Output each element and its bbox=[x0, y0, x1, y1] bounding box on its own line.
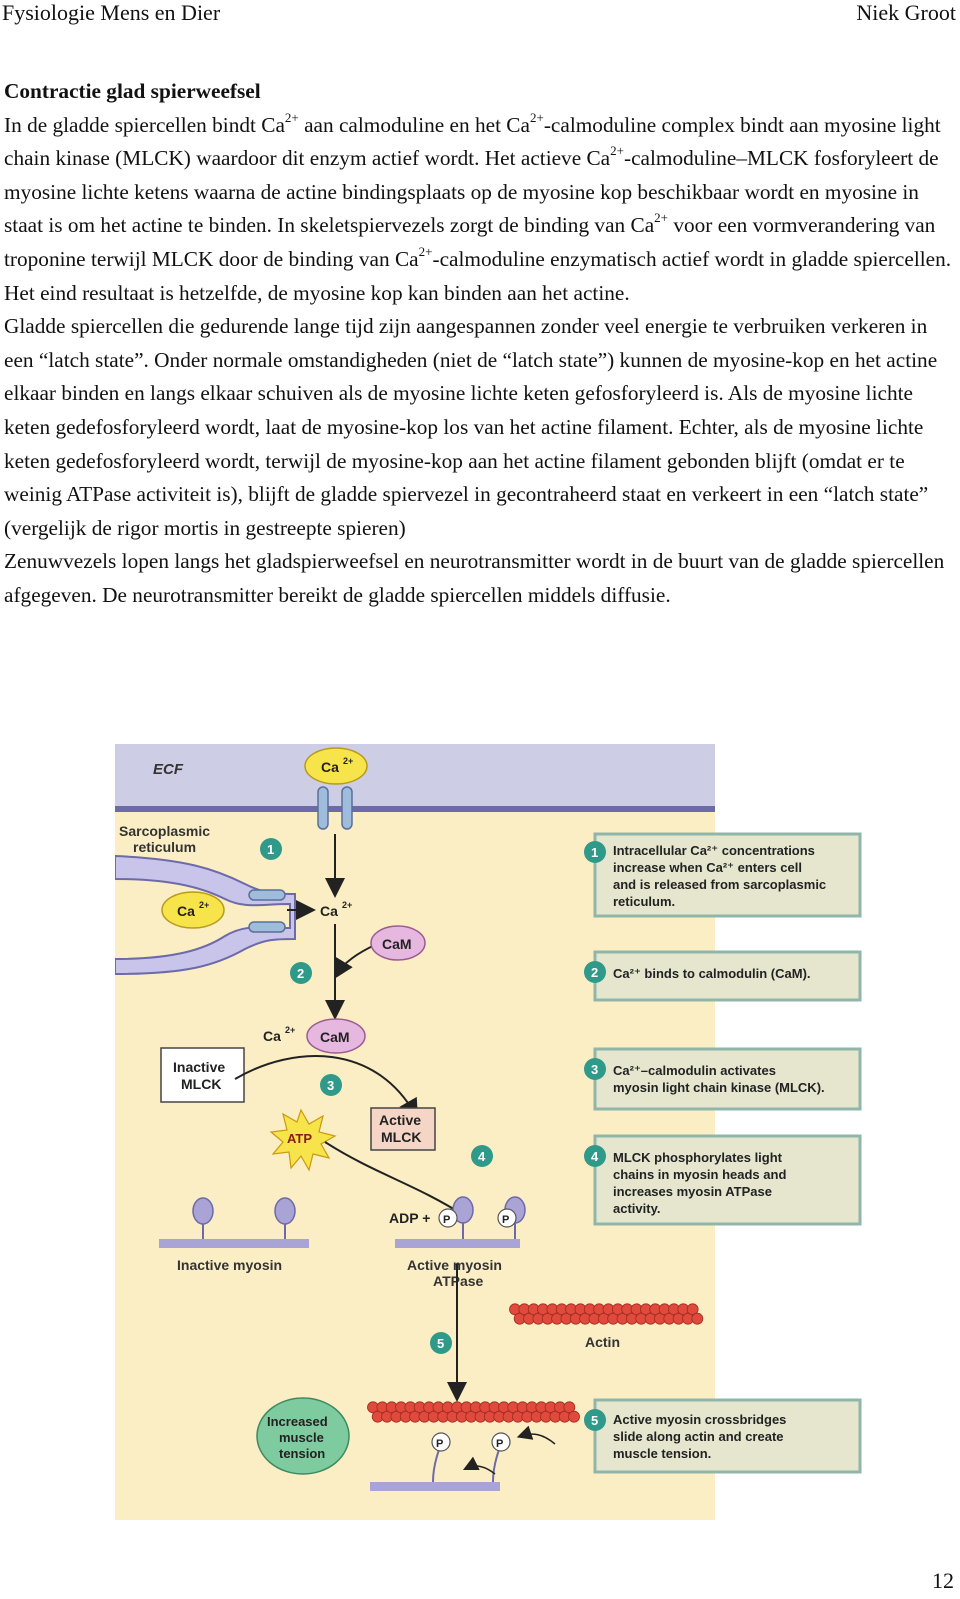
note-box-1 bbox=[584, 834, 860, 916]
step-circle-4 bbox=[471, 1145, 493, 1167]
ca-cam-complex-ca: Ca bbox=[263, 1028, 281, 1044]
ecf-region bbox=[115, 744, 715, 809]
sr-channel-bottom bbox=[249, 922, 285, 932]
actin-filament bbox=[510, 1304, 703, 1324]
cam-free bbox=[371, 926, 425, 960]
svg-text:MLCK phosphorylates light: MLCK phosphorylates light bbox=[613, 1150, 782, 1165]
step-circle-1 bbox=[260, 838, 282, 860]
svg-text:P: P bbox=[496, 1438, 504, 1450]
svg-text:increases myosin ATPase: increases myosin ATPase bbox=[613, 1184, 772, 1199]
ca-ion-ecf bbox=[305, 748, 367, 784]
actin-label: Actin bbox=[585, 1334, 620, 1350]
note-box-5 bbox=[584, 1400, 860, 1472]
svg-text:chains in myosin heads and: chains in myosin heads and bbox=[613, 1167, 787, 1182]
svg-text:tension: tension bbox=[279, 1446, 326, 1461]
svg-text:activity.: activity. bbox=[613, 1201, 661, 1216]
svg-text:4: 4 bbox=[591, 1149, 599, 1164]
phosphate-1 bbox=[439, 1209, 457, 1227]
svg-text:3: 3 bbox=[327, 1078, 335, 1093]
sr-label-2: reticulum bbox=[133, 839, 197, 855]
paragraph-latch-state: Gladde spiercellen die gedurende lange tijd zijn aangespannen zonder veel energie te verbruiken verkeren in een “latch state”. Onder normale omstandigheden (niet de “latch state”) kunnen de myosine-kop en het actine elkaar binden en langs elkaar schuiven als de myosine lichte keten gefosforyleerd is. Als de myosine lichte keten gedefosforyleerd wordt, laat de myosine-kop los van het actine filament. Echter, als de myosine lichte keten gedefosforyleerd wordt, terwijl de myosine-kop aan het actine filament gebonden blijft (omdat er te weinig ATPase activiteit is), blijft de gladde spiervezel in gecontraheerd staat en verkeert in een “latch state” (vergelijk de rigor mortis in gestreepte spieren) bbox=[4, 314, 938, 540]
page-number: 12 bbox=[932, 1568, 954, 1593]
svg-text:myosin light chain kinase (MLC: myosin light chain kinase (MLCK). bbox=[613, 1080, 825, 1095]
actin-bead bbox=[569, 1411, 580, 1422]
ca-cytosol: Ca bbox=[320, 903, 338, 919]
sr-label-1: Sarcoplasmic bbox=[119, 823, 211, 839]
svg-text:2+: 2+ bbox=[285, 1025, 296, 1035]
paragraph-contraction: In de gladde spiercellen bindt $Ca^{2+}$ aan calmoduline en het $Ca^{2+}$-calmoduline complex bindt aan myosine light chain kinase (MLCK) waardoor dit enzym actief wordt. Het actieve $Ca^{2+}-calmoduline$–MLCK fosforyleert de myosine lichte ketens waarna de actine bindingsplaats op de myosine kop beschikbaar wordt en myosine in staat is om het actine te binden. In skeletspiervezels zorgt de binding van $Ca^{2+}$ voor een vormverandering van troponine terwijl MLCK door de binding van $Ca^{2+}$-calmoduline enzymatisch actief wordt in gladde spiercellen. Het eind resultaat is hetzelfde, de myosine kop kan binden aan het actine. bbox=[4, 109, 952, 305]
active-mlck-box bbox=[371, 1108, 435, 1150]
svg-text:Ca: Ca bbox=[321, 759, 339, 775]
svg-text:MLCK: MLCK bbox=[381, 1129, 422, 1145]
section-title: Contractie glad spierweefsel bbox=[4, 79, 261, 103]
ca-ion-sr bbox=[162, 892, 224, 928]
svg-text:CaM: CaM bbox=[320, 1029, 350, 1045]
svg-text:reticulum.: reticulum. bbox=[613, 894, 676, 909]
svg-text:2+: 2+ bbox=[199, 900, 210, 910]
svg-text:Increased: Increased bbox=[267, 1414, 328, 1429]
svg-text:P: P bbox=[443, 1214, 451, 1226]
ecf-label: ECF bbox=[153, 761, 183, 778]
svg-text:Ca: Ca bbox=[177, 903, 195, 919]
note-box-4 bbox=[584, 1136, 860, 1224]
svg-text:muscle tension.: muscle tension. bbox=[613, 1446, 712, 1461]
page-header bbox=[0, 0, 960, 28]
svg-text:3: 3 bbox=[591, 1062, 599, 1077]
sr-channel-top bbox=[249, 890, 285, 900]
step-circle-2 bbox=[290, 962, 312, 984]
paragraph-nerve-fibers: Zenuwvezels lopen langs het gladspierweefsel en neurotransmitter wordt in de buurt van de gladde spiercellen afgegeven. De neurotransmitter bereikt de gladde spiercellen middels diffusie. bbox=[4, 549, 945, 607]
actin-crossbridge bbox=[368, 1402, 580, 1422]
svg-text:Active: Active bbox=[379, 1112, 422, 1128]
active-myosin-label-1: Active myosin bbox=[407, 1257, 502, 1273]
svg-text:2: 2 bbox=[591, 965, 599, 980]
svg-text:slide along actin and create: slide along actin and create bbox=[613, 1429, 784, 1444]
smooth-muscle-contraction-figure bbox=[115, 744, 875, 1520]
figure-svg bbox=[115, 744, 875, 1520]
increased-tension-oval bbox=[257, 1398, 349, 1474]
svg-text:ATP: ATP bbox=[287, 1131, 313, 1146]
inactive-myosin-label: Inactive myosin bbox=[177, 1257, 283, 1273]
svg-text:muscle: muscle bbox=[279, 1430, 324, 1445]
header-course: Fysiologie Mens en Dier bbox=[2, 0, 221, 25]
svg-text:increase when Ca²⁺ enters cell: increase when Ca²⁺ enters cell bbox=[613, 860, 802, 875]
svg-text:1: 1 bbox=[591, 845, 599, 860]
step-circle-3 bbox=[320, 1074, 342, 1096]
svg-text:and is released from sarcoplas: and is released from sarcoplasmic bbox=[613, 877, 827, 892]
svg-text:CaM: CaM bbox=[382, 936, 412, 952]
svg-text:Intracellular Ca²⁺ concentrati: Intracellular Ca²⁺ concentrations bbox=[613, 843, 815, 858]
svg-text:2+: 2+ bbox=[342, 900, 353, 910]
adp-label: ADP + bbox=[389, 1210, 431, 1226]
svg-text:5: 5 bbox=[591, 1413, 599, 1428]
svg-text:Ca²⁺ binds to calmodulin (CaM): Ca²⁺ binds to calmodulin (CaM). bbox=[613, 966, 811, 981]
phosphate-2 bbox=[498, 1209, 516, 1227]
svg-text:Active myosin crossbridges: Active myosin crossbridges bbox=[613, 1412, 787, 1427]
inactive-mlck-box bbox=[161, 1048, 244, 1102]
actin-bead bbox=[692, 1313, 703, 1324]
svg-text:4: 4 bbox=[478, 1149, 486, 1164]
page-content bbox=[4, 75, 954, 613]
svg-text:5: 5 bbox=[437, 1336, 445, 1351]
svg-text:2+: 2+ bbox=[343, 756, 354, 766]
svg-text:2: 2 bbox=[297, 966, 305, 981]
active-myosin-label-2: ATPase bbox=[433, 1273, 484, 1289]
svg-text:1: 1 bbox=[267, 842, 275, 857]
note-box-2 bbox=[584, 952, 860, 1000]
step-circle-5 bbox=[430, 1332, 452, 1354]
cam-bound bbox=[307, 1019, 365, 1053]
svg-text:MLCK: MLCK bbox=[181, 1076, 222, 1092]
svg-text:Ca²⁺–calmodulin activates: Ca²⁺–calmodulin activates bbox=[613, 1063, 776, 1078]
svg-text:P: P bbox=[436, 1438, 444, 1450]
svg-text:P: P bbox=[502, 1214, 510, 1226]
header-author: Niek Groot bbox=[856, 0, 956, 25]
svg-text:Inactive: Inactive bbox=[173, 1059, 226, 1075]
note-box-3 bbox=[584, 1049, 860, 1109]
